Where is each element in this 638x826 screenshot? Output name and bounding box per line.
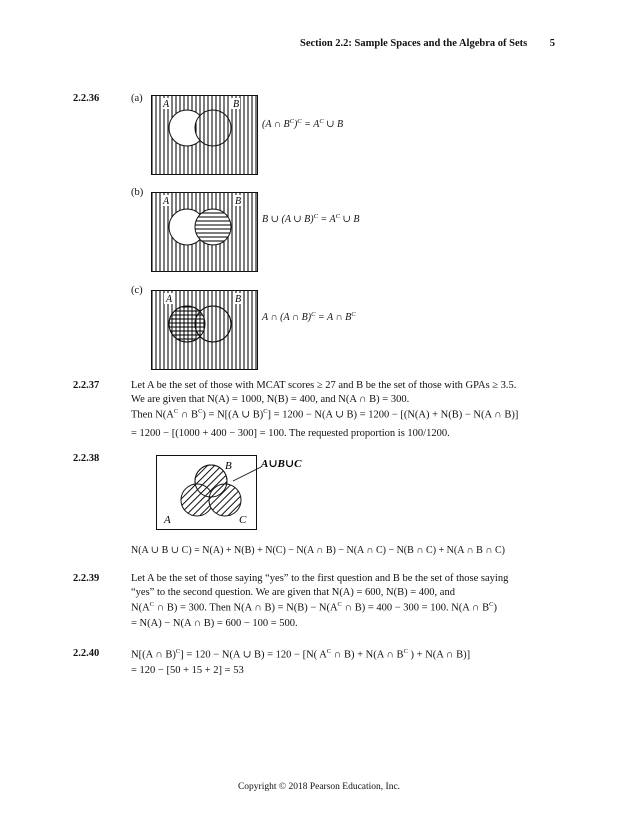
p239-line-2: “yes” to the second question. We are given that N(A) = 600, N(B) = 400, and — [131, 587, 455, 598]
p240-line-1: N[(A ∩ B)$^C$] = 120 − N(A ∪ B) = 120 − [N( $A^C$ ∩ B) + N(A ∩ $B^C$ ) + N(A ∩ B)] — [131, 648, 471, 661]
part-label-c: (c) — [131, 285, 143, 296]
part-label-a: (a) — [131, 93, 143, 104]
problem-number-2-2-38: 2.2.38 — [73, 453, 100, 464]
union-label: A∪B∪C — [261, 458, 302, 470]
problem-number-2-2-36: 2.2.36 — [73, 93, 100, 104]
set-b-label: B — [225, 460, 232, 472]
p237-line-1: Let A be the set of those with MCAT scores ≥ 27 and B be the set of those with GPAs ≥ 3.5. — [131, 380, 517, 391]
venn-diagram-abc — [155, 453, 315, 531]
problem-number-2-2-40: 2.2.40 — [73, 648, 100, 659]
venn-diagram-c — [151, 290, 258, 370]
problem-number-2-2-37: 2.2.37 — [73, 380, 100, 391]
p238-formula: N(A ∪ B ∪ C) = N(A) + N(B) + N(C) − N(A ∩ B) − N(A ∩ C) − N(B ∩ C) + N(A ∩ B ∩ C) — [131, 545, 505, 556]
venn-diagram-a — [151, 95, 258, 175]
p239-line-4: = N(A) − N(A ∩ B) = 600 − 100 = 500. — [131, 618, 298, 629]
problem-number-2-2-39: 2.2.39 — [73, 573, 100, 584]
set-a-label: A — [166, 294, 173, 305]
section-title: Section 2.2: Sample Spaces and the Algebra of Sets — [300, 38, 528, 49]
p240-line-2: = 120 − [50 + 15 + 2] = 53 — [131, 665, 244, 676]
p239-line-3: $N(A^C$ ∩ B) = 300. Then N(A ∩ $B) = N(B) - N(A^C$ ∩ B) = 400 − 300 = 100. N(A ∩ $B^C$) — [131, 601, 497, 614]
set-c-label: C — [239, 514, 247, 526]
set-a-label: A — [163, 196, 170, 207]
page-number: 5 — [549, 38, 555, 49]
equation-a: (A ∩ $B^C)^C = A^C$ ∪ B — [262, 118, 344, 130]
p239-line-1: Let A be the set of those saying “yes” to the first question and B be the set of those saying — [131, 573, 509, 584]
p237-line-2: We are given that N(A) = 1000, N(B) = 400, and N(A ∩ B) = 300. — [131, 394, 410, 405]
set-a-label: A — [163, 99, 170, 110]
set-b-label: B — [235, 196, 242, 207]
set-b-label: B — [235, 294, 242, 305]
set-b-label: B — [233, 99, 240, 110]
part-label-b: (b) — [131, 187, 144, 198]
copyright-footer: Copyright © 2018 Pearson Education, Inc. — [237, 782, 401, 792]
venn-diagram-b — [151, 192, 258, 272]
p237-line-4: = 1200 − [(1000 + 400 − 300] = 100. The requested proportion is 100/1200. — [131, 428, 450, 439]
set-a-label: A — [164, 514, 171, 526]
page-header — [300, 38, 555, 49]
equation-b: B ∪ (A ∪ $B)^C = A^C$ ∪ B — [262, 213, 360, 225]
equation-c: A ∩ (A ∩ B)$^C$ = A ∩ $B^C$ — [262, 311, 356, 323]
p237-line-3: Then $N(A^C$ ∩ $B^C) = N[(A$ ∪ B)$^C$] = 1200 − N(A ∪ B) = 1200 − [(N(A) + N(B) − N(A ∩ B)] — [131, 408, 519, 421]
